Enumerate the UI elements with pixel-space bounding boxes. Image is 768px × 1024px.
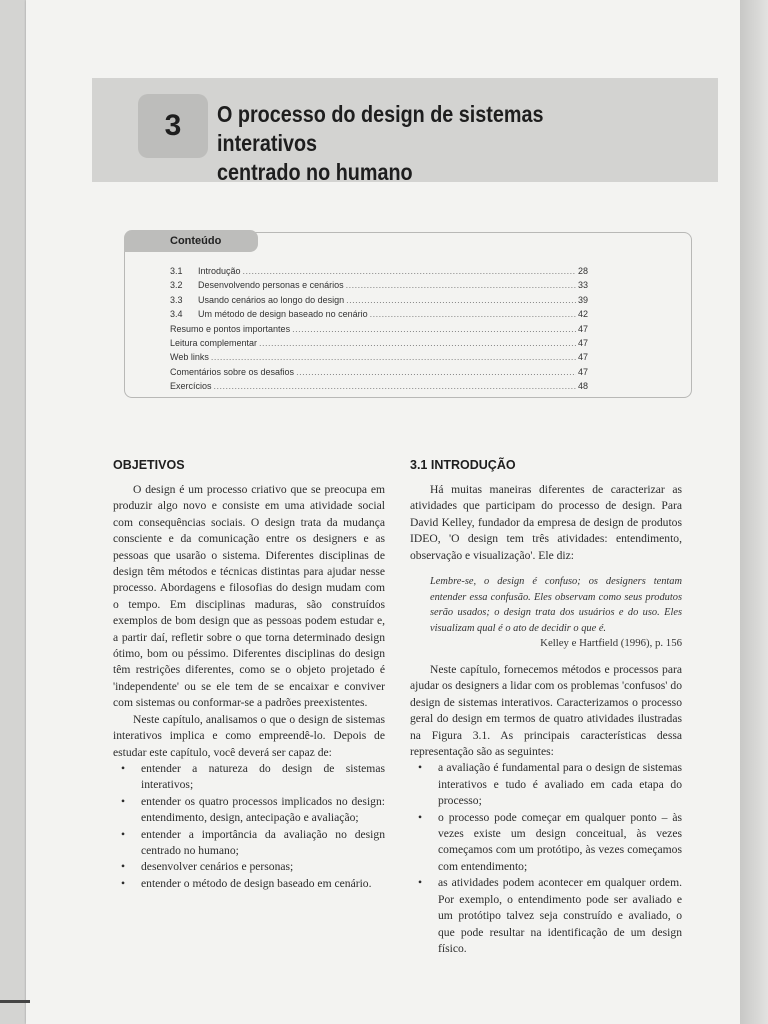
- toc-entry-page: 28: [577, 266, 588, 276]
- toc-entry[interactable]: [170, 293, 588, 307]
- list-item: • entender a importância da avaliação no design centrado no humano;: [141, 827, 385, 860]
- toc-entry-number: 3.2: [170, 280, 183, 291]
- list-item: • desenvolver cenários e personas;: [141, 859, 385, 875]
- objectives-paragraph-1: O design é um processo criativo que se preocupa em produzir algo novo e consiste em uma atividade social com consequências sociais. O design trata da mudança consciente e da comunicação entre os designers e as pessoas que usarão o sistema. Diferentes disciplinas de design têm métodos e técnicas distintas para ajudar nesse processo. Abordagens e filosofias do design mudam com o tempo. Em disciplinas maduras, são construídos exemplos de bom design que as pessoas podem estudar e, a partir daí, refletir sobre o que torna determinado design ótimo, bom ou péssimo. Diferentes disciplinas do design têm restrições diferentes, como se o objeto projetado é 'independente' ou se ele tem de se encaixar e conviver com sistemas ou conformar-se a padrões preexistentes.: [113, 483, 385, 710]
- introduction-column: [410, 456, 682, 957]
- characteristics-list: [410, 760, 682, 957]
- list-item: • entender os quatro processos implicados no design: entendimento, design, antecipação e avaliação;: [141, 794, 385, 827]
- list-item: • a avaliação é fundamental para o design de sistemas interativos e tudo é avaliado em cada etapa do processo;: [438, 760, 682, 809]
- toc-entry-label: Exercícios: [170, 381, 212, 392]
- objectives-column: [113, 456, 385, 892]
- objectives-heading: OBJETIVOS: [113, 458, 185, 472]
- objectives-paragraph-2: Neste capítulo, analisamos o que o design de sistemas interativos implica e como empreendê-lo. Depois de estudar este capítulo, você deverá ser capaz de:: [113, 712, 385, 759]
- toc-entry-label: Um método de design baseado no cenário: [198, 309, 368, 320]
- toc-entry-label: Introdução: [198, 266, 241, 276]
- chapter-title-line-2: centrado no humano: [217, 159, 413, 185]
- list-item: • as atividades podem acontecer em qualquer ordem. Por exemplo, o entendimento pode ser avaliado e um protótipo talvez seja construído e avaliado, o que pode resultar na identificação de um design físico.: [438, 875, 682, 957]
- toc-entry-label: Web links: [170, 352, 209, 363]
- toc-entry-label: Leitura complementar: [170, 337, 258, 348]
- page-corner-mark: [0, 1000, 30, 1003]
- toc-leader-dots: [346, 293, 576, 307]
- chapter-title: [217, 100, 647, 187]
- toc-leader-dots: [211, 350, 576, 364]
- toc-entry-page: 47: [577, 337, 588, 348]
- toc-entry-label: Usando cenários ao longo do design: [198, 294, 345, 305]
- toc-list: [170, 264, 588, 394]
- introduction-paragraph-1: Há muitas maneiras diferentes de caracterizar as atividades que participam do processo de design. Para David Kelley, fundador da empresa de design de produtos IDEO, 'O design tem três atividades: entendimento, observação e visualização'. Ele diz:: [410, 483, 682, 562]
- toc-entry[interactable]: [170, 365, 588, 379]
- toc-entry-page: 47: [577, 323, 588, 334]
- toc-entry-page: 42: [577, 309, 588, 320]
- toc-leader-dots: [370, 307, 576, 321]
- toc-entry-page: 39: [577, 294, 588, 305]
- toc-heading: Conteúdo: [124, 230, 258, 252]
- toc-entry[interactable]: [170, 278, 588, 292]
- toc-entry-page: 48: [577, 381, 588, 392]
- toc-leader-dots: [243, 264, 576, 278]
- chapter-number: 3: [138, 94, 208, 158]
- chapter-title-line-1: O processo do design de sistemas interativos: [217, 101, 544, 156]
- toc-entry[interactable]: [170, 336, 588, 350]
- toc-entry-label: Resumo e pontos importantes: [170, 323, 291, 334]
- toc-entry[interactable]: [170, 307, 588, 321]
- quote-citation: Kelley e Hartfield (1996), p. 156: [540, 637, 682, 650]
- introduction-heading: 3.1 INTRODUÇÃO: [410, 458, 516, 472]
- toc-entry[interactable]: [170, 264, 588, 278]
- quote-text: Lembre-se, o design é confuso; os designers tentam entender essa confusão. Eles observam como seus produtos serão usados; o design trata dos usuários e do uso. Eles visualizam qual é o ato de decidir o que é.: [430, 576, 682, 634]
- toc-leader-dots: [346, 278, 576, 292]
- kelley-quote: [430, 574, 682, 652]
- toc-entry-label: Comentários sobre os desafios: [170, 366, 295, 377]
- toc-leader-dots: [292, 322, 576, 336]
- list-item: • entender a natureza do design de sistemas interativos;: [141, 761, 385, 794]
- list-item: • entender o método de design baseado em cenário.: [141, 876, 385, 892]
- toc-entry[interactable]: [170, 379, 588, 393]
- toc-leader-dots: [214, 379, 576, 393]
- toc-entry-number: 3.1: [170, 266, 183, 276]
- toc-entry-page: 33: [577, 280, 588, 291]
- page-gutter-edge: [740, 0, 768, 1024]
- introduction-paragraph-2: Neste capítulo, fornecemos métodos e processos para ajudar os designers a lidar com os problemas 'confusos' do design de sistemas interativos. Caracterizamos o processo geral do design em termos de quatro atividades ilustradas na Figura 3.1. As principais características dessa representação são as seguintes:: [410, 663, 682, 759]
- toc-entry-number: 3.4: [170, 309, 183, 320]
- toc-entry-number: 3.3: [170, 294, 183, 305]
- toc-entry[interactable]: [170, 322, 588, 336]
- toc-entry-page: 47: [577, 352, 588, 363]
- toc-entry[interactable]: [170, 350, 588, 364]
- toc-leader-dots: [259, 336, 576, 350]
- toc-leader-dots: [296, 365, 576, 379]
- toc-entry-label: Desenvolvendo personas e cenários: [198, 280, 344, 291]
- toc-entry-page: 47: [577, 366, 588, 377]
- list-item: • o processo pode começar em qualquer ponto – às vezes existe um design conceitual, às vezes começamos com um protótipo, às vezes começamos com entendimento;: [438, 810, 682, 876]
- objectives-list: [113, 761, 385, 892]
